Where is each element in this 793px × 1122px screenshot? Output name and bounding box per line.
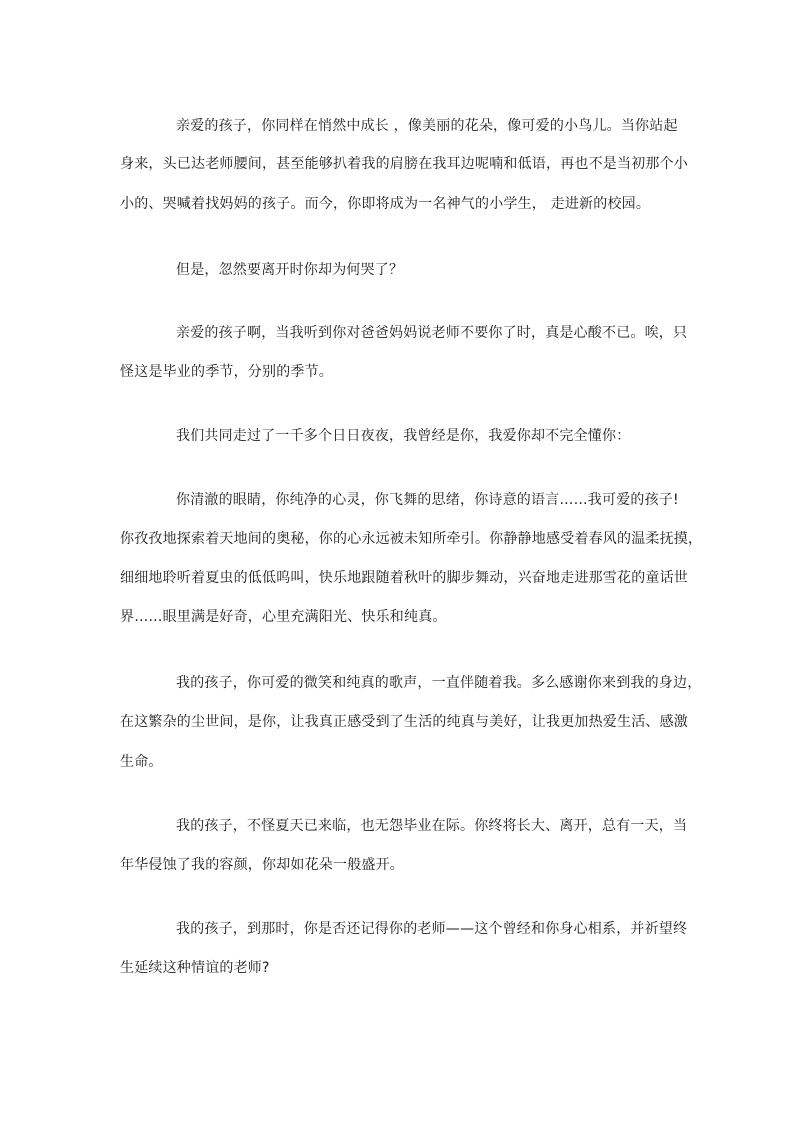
paragraph-2-line-1: 但是，忽然要离开时你却为何哭了？ bbox=[176, 262, 404, 278]
paragraph-5-line-3: 细细地聆听着夏虫的低低呜叫，快乐地跟随着秋叶的脚步舞动，兴奋地走进那雪花的童话世 bbox=[120, 570, 688, 586]
paragraph-6-line-2: 在这繁杂的尘世间，是你，让我真正感受到了生活的纯真与美好，让我更加热爱生活、感激 bbox=[120, 714, 688, 730]
paragraph-5-line-4: 界……眼里满是好奇，心里充满阳光、快乐和纯真。 bbox=[120, 609, 447, 625]
paragraph-7-line-1: 我的孩子，不怪夏天已来临，也无怨毕业在际。你终将长大、离开，总有一天，当 bbox=[176, 818, 688, 834]
paragraph-5-line-2: 你孜孜地探索着天地间的奥秘，你的心永远被未知所牵引。你静静地感受着春风的温柔抚摸， bbox=[120, 531, 703, 547]
paragraph-1-line-3: 小的、哭喊着找妈妈的孩子。而今，你即将成为一名神气的小学生， 走进新的校园。 bbox=[120, 196, 651, 212]
paragraph-8-line-2: 生延续这种情谊的老师? bbox=[120, 960, 270, 976]
paragraph-6-line-3: 生命。 bbox=[120, 754, 163, 770]
paragraph-8-line-1: 我的孩子，到那时，你是否还记得你的老师——这个曾经和你身心相系，并祈望终 bbox=[176, 921, 688, 937]
paragraph-4-line-1: 我们共同走过了一千多个日日夜夜，我曾经是你，我爱你却不完全懂你： bbox=[176, 428, 631, 444]
paragraph-3-line-2: 怪这是毕业的季节，分别的季节。 bbox=[120, 364, 333, 380]
paragraph-1-line-2: 身来，头已达老师腰间，甚至能够扒着我的肩膀在我耳边呢喃和低语，再也不是当初那个小 bbox=[120, 156, 688, 172]
paragraph-1-line-1: 亲爱的孩子，你同样在悄然中成长 ，像美丽的花朵，像可爱的小鸟儿。当你站起 bbox=[176, 118, 678, 134]
paragraph-6-line-1: 我的孩子，你可爱的微笑和纯真的歌声，一直伴随着我。多么感谢你来到我的身边， bbox=[176, 675, 702, 691]
paragraph-3-line-1: 亲爱的孩子啊，当我听到你对爸爸妈妈说老师不要你了时，真是心酸不已。唉，只 bbox=[176, 325, 688, 341]
paragraph-7-line-2: 年华侵蚀了我的容颜，你却如花朵一般盛开。 bbox=[120, 857, 404, 873]
paragraph-5-line-1: 你清澈的眼睛，你纯净的心灵，你飞舞的思绪，你诗意的语言……我可爱的孩子! bbox=[176, 492, 679, 508]
